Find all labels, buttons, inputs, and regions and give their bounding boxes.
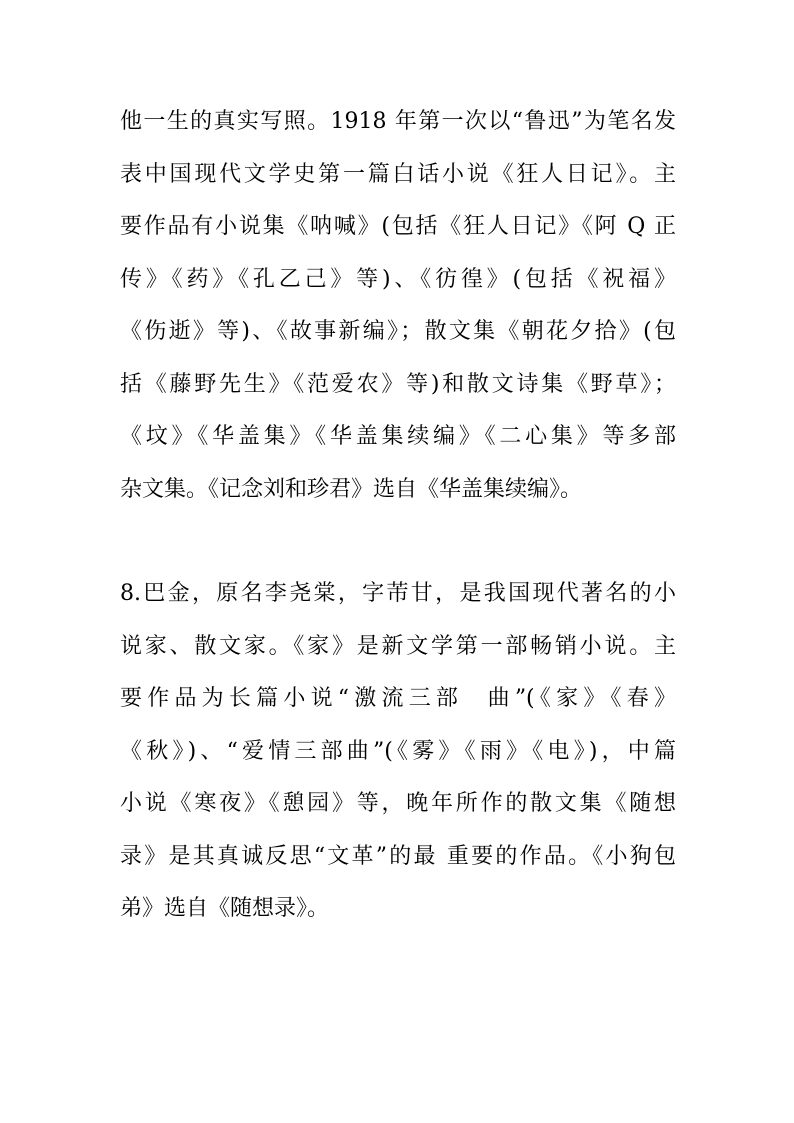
text-line: 《伤逝》等)、《故事新编》；散文集《朝花夕拾》(包 (120, 319, 676, 344)
text-line: 说家、散文家。《家》是新文学第一部畅销小说。主 (120, 633, 676, 659)
text-line: 他一生的真实写照。1918 年第一次以“鲁迅”为笔名发 (120, 109, 676, 134)
text-line: 要作品有小说集《呐喊》(包括《狂人日记》《阿 Q 正 (120, 214, 676, 239)
text-line: 杂文集。《记念刘和珍君》选自《华盖集续编》。 (120, 476, 583, 502)
paragraph-lu-xun (120, 96, 676, 516)
text-line: 录》是其真诚反思“文革”的最 重要的作品。《小狗包 (120, 843, 676, 869)
text-line: 表中国现代文学史第一篇白话小说《狂人日记》。主 (120, 161, 676, 187)
text-line: 传》《药》《孔乙己》等)、《彷徨》(包括《祝福》 (120, 266, 676, 292)
text-line: 《秋》)、“爱情三部曲”(《雾》《雨》《电》)，中篇 (120, 738, 676, 764)
text-line: 8.巴金，原名李尧棠，字芾甘，是我国现代著名的小 (120, 581, 676, 606)
text-line: 括《藤野先生》《范爱农》等)和散文诗集《野草》； (120, 371, 676, 397)
text-line: 小说《寒夜》《憩园》等，晚年所作的散文集《随想 (120, 791, 676, 816)
text-line: 要作品为长篇小说“激流三部 曲”(《家》《春》 (120, 686, 676, 711)
text-line: 弟》选自《随想录》。 (120, 896, 330, 921)
paragraph-ba-jin (120, 568, 676, 936)
text-line: 《坟》《华盖集》《华盖集续编》《二心集》等多部 (120, 424, 676, 449)
